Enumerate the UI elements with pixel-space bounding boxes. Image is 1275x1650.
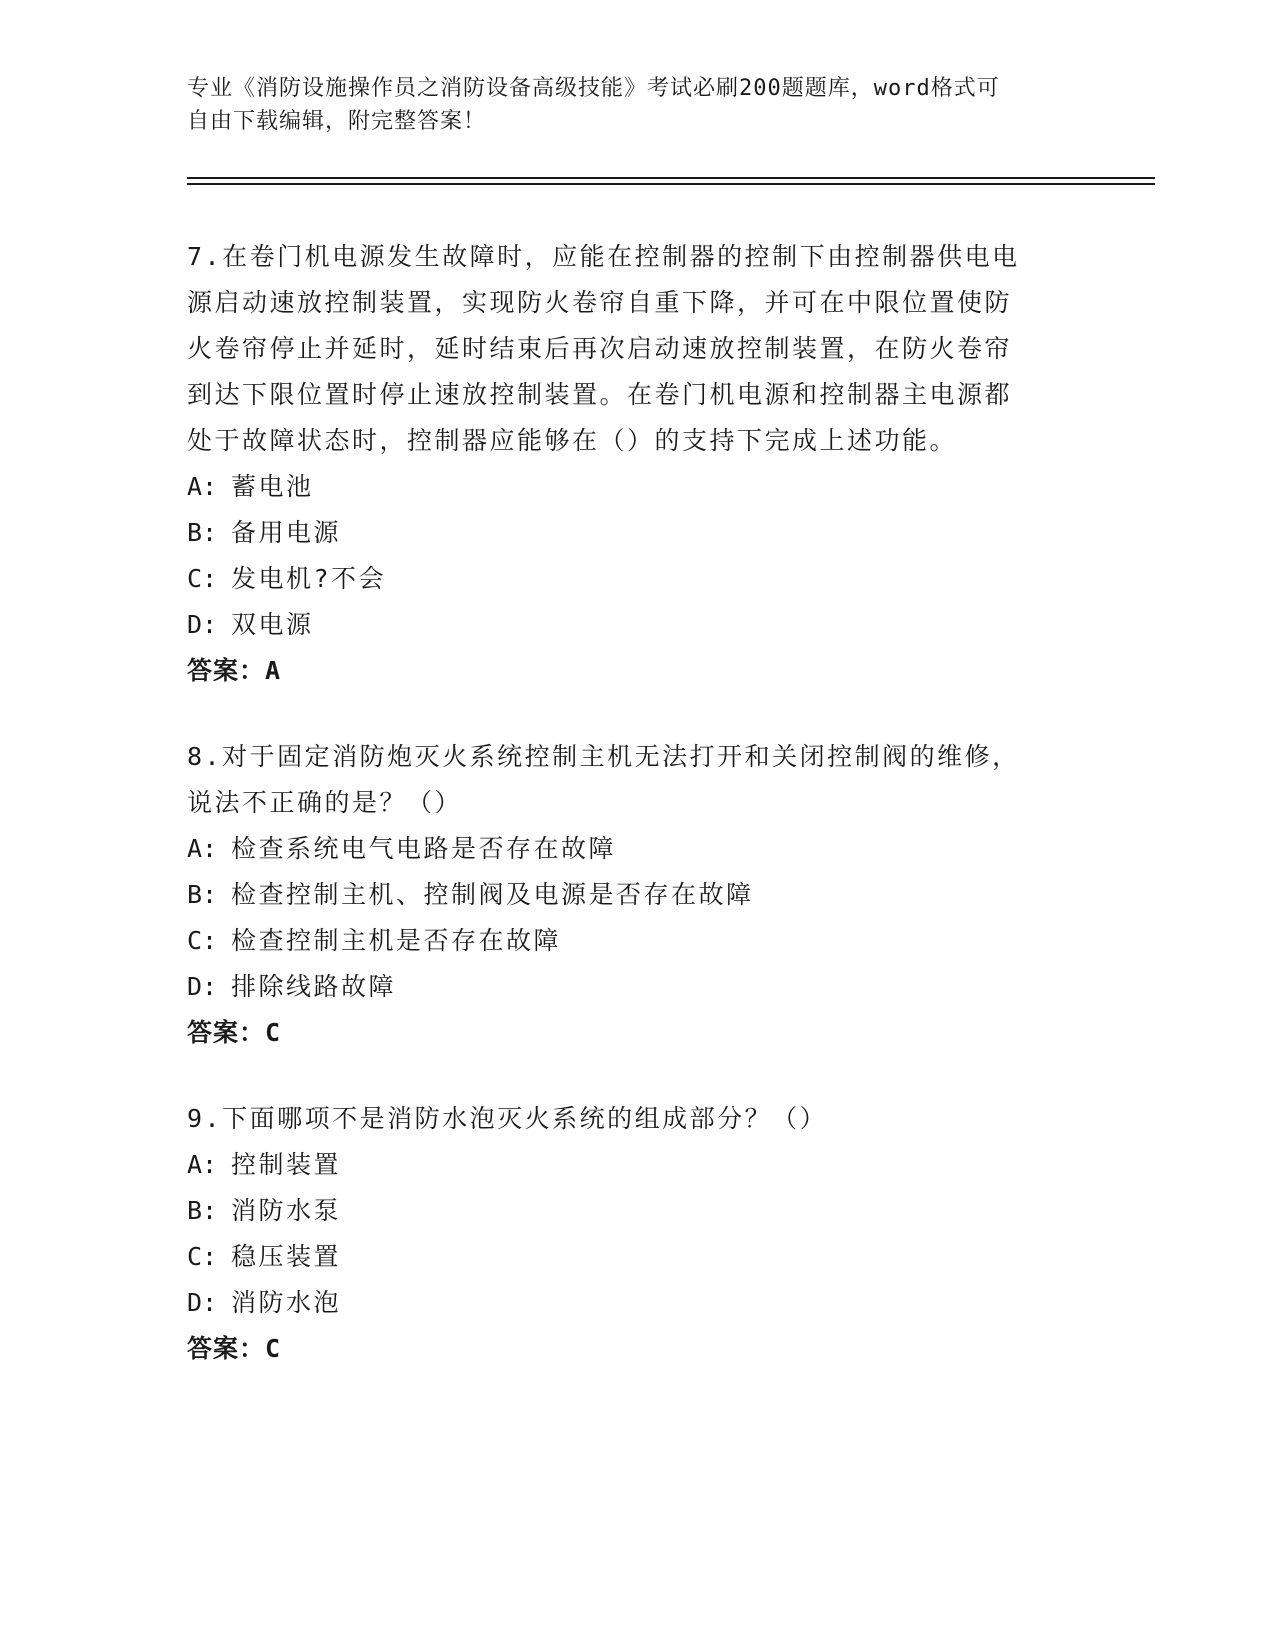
question-9	[187, 1096, 1067, 1372]
option-text: 消防水泡	[231, 1288, 342, 1317]
option-a	[187, 1142, 1067, 1188]
answer-line: 答案：C	[187, 1018, 282, 1047]
option-key: D:	[187, 610, 218, 639]
question-7	[187, 234, 1067, 694]
option-key: B:	[187, 880, 218, 909]
option-c	[187, 1234, 1067, 1280]
answer-line: 答案：C	[187, 1334, 282, 1363]
option-key: D:	[187, 1288, 218, 1317]
option-d	[187, 602, 1067, 648]
option-key: A:	[187, 834, 218, 863]
header-divider-bottom	[187, 183, 1155, 185]
option-text: 稳压装置	[231, 1242, 342, 1271]
option-b	[187, 510, 1067, 556]
option-d	[187, 964, 1067, 1010]
option-c	[187, 918, 1067, 964]
option-key: C:	[187, 1242, 218, 1271]
header-line-2: 自由下载编辑，附完整答案！	[187, 109, 487, 134]
stem-line: 处于故障状态时，控制器应能够在（）的支持下完成上述功能。	[187, 426, 958, 455]
document-header	[187, 72, 1067, 138]
option-text: 检查控制主机是否存在故障	[231, 926, 562, 955]
option-text: 排除线路故障	[231, 972, 397, 1001]
question-8	[187, 734, 1067, 1056]
stem-line: 到达下限位置时停止速放控制装置。在卷门机电源和控制器主电源都	[187, 380, 1013, 409]
option-text: 检查系统电气电路是否存在故障	[231, 834, 617, 863]
option-key: B:	[187, 1196, 218, 1225]
option-d	[187, 1280, 1067, 1326]
stem-line: 8.对于固定消防炮灭火系统控制主机无法打开和关闭控制阀的维修，	[187, 742, 1020, 771]
option-a	[187, 464, 1067, 510]
option-b	[187, 1188, 1067, 1234]
stem-line: 7.在卷门机电源发生故障时，应能在控制器的控制下由控制器供电电	[187, 242, 1020, 271]
option-key: A:	[187, 472, 218, 501]
option-text: 发电机?不会	[231, 564, 387, 593]
stem-line: 9.下面哪项不是消防水泡灭火系统的组成部分？（）	[187, 1104, 828, 1133]
option-c	[187, 556, 1067, 602]
question-stem	[187, 1096, 1067, 1142]
option-text: 备用电源	[231, 518, 342, 547]
option-key: A:	[187, 1150, 218, 1179]
option-key: C:	[187, 564, 218, 593]
answer-line: 答案：A	[187, 656, 282, 685]
option-key: B:	[187, 518, 218, 547]
option-key: C:	[187, 926, 218, 955]
question-stem	[187, 234, 1067, 464]
option-text: 蓄电池	[231, 472, 314, 501]
header-line-1: 专业《消防设施操作员之消防设备高级技能》考试必刷200题题库，word格式可	[187, 76, 1000, 101]
option-text: 控制装置	[231, 1150, 342, 1179]
option-a	[187, 826, 1067, 872]
header-divider-top	[187, 177, 1155, 179]
option-text: 消防水泵	[231, 1196, 342, 1225]
stem-line: 源启动速放控制装置，实现防火卷帘自重下降，并可在中限位置使防	[187, 288, 1013, 317]
option-text: 检查控制主机、控制阀及电源是否存在故障	[231, 880, 754, 909]
option-text: 双电源	[231, 610, 314, 639]
option-key: D:	[187, 972, 218, 1001]
stem-line: 说法不正确的是？（）	[187, 788, 463, 817]
stem-line: 火卷帘停止并延时，延时结束后再次启动速放控制装置，在防火卷帘	[187, 334, 1013, 363]
question-stem	[187, 734, 1067, 826]
question-list	[187, 234, 1067, 1412]
option-b	[187, 872, 1067, 918]
